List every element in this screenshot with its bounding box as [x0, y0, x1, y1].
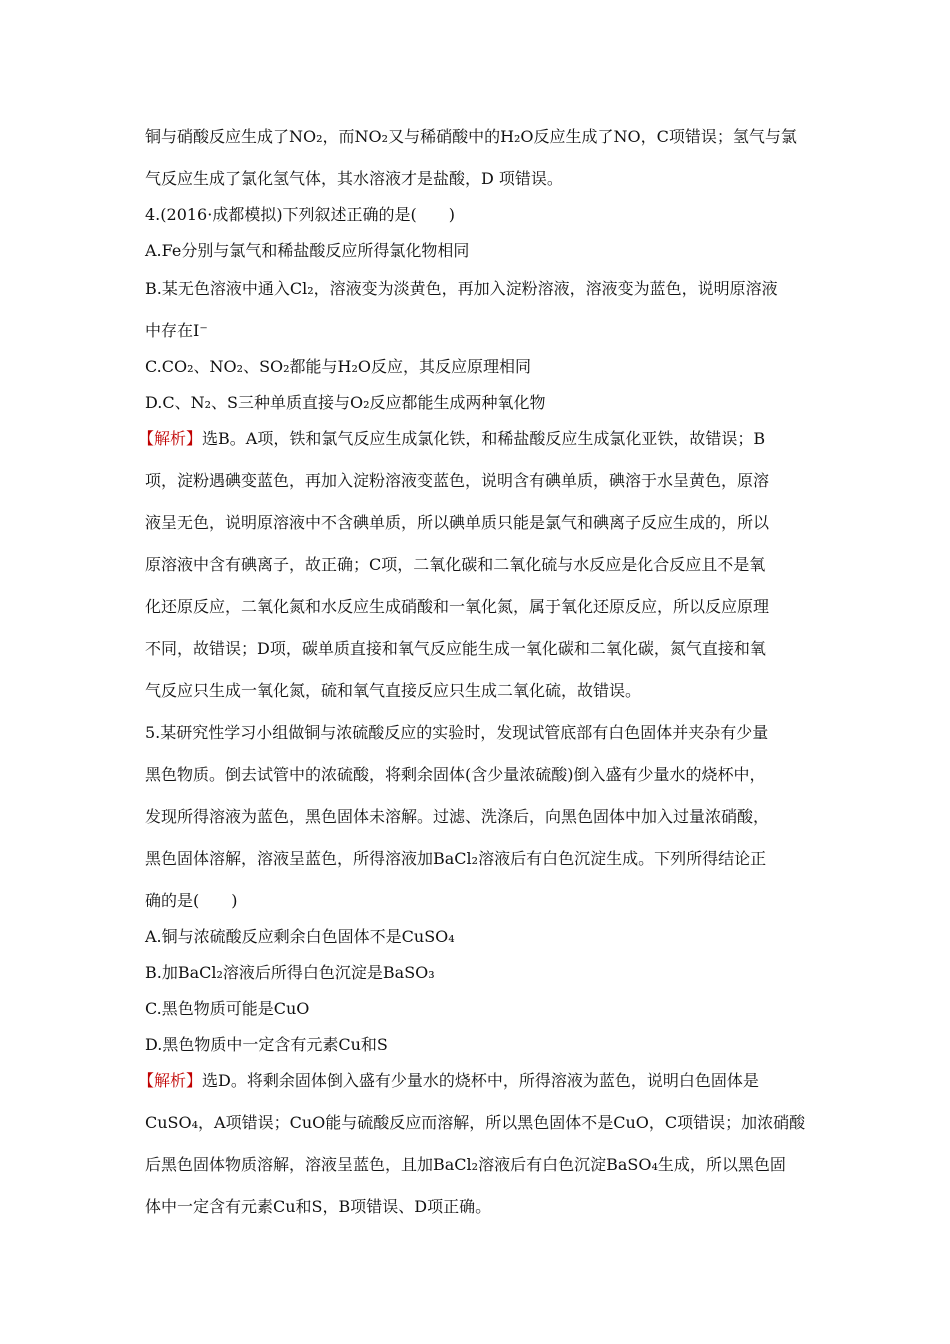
question-5-stem-line-3: 发现所得溶液为蓝色，黑色固体未溶解。过滤、洗涤后，向黑色固体中加入过量浓硝酸，: [145, 807, 770, 826]
question-4-analysis-line-4: 原溶液中含有碘离子，故正确；C项，二氧化碳和二氧化硫与水反应是化合反应且不是氧: [145, 555, 766, 574]
question-5-analysis-line-1: [138, 1070, 759, 1092]
question-4-option-b-line-2: 中存在I⁻: [145, 321, 208, 340]
question-5-option-b: B.加BaCl₂溶液后所得白色沉淀是BaSO₃: [145, 963, 435, 982]
question-5-option-d: D.黑色物质中一定含有元素Cu和S: [145, 1035, 388, 1054]
analysis-text: 选D。将剩余固体倒入盛有少量水的烧杯中，所得溶液为蓝色，说明白色固体是: [202, 1071, 759, 1090]
question-5-stem-line-5: 确的是( ): [145, 891, 238, 910]
question-4-stem: 4.(2016·成都模拟)下列叙述正确的是( ): [145, 205, 456, 224]
question-5-analysis-line-4: 体中一定含有元素Cu和S，B项错误、D项正确。: [145, 1197, 492, 1216]
question-4-option-a: A.Fe分别与氯气和稀盐酸反应所得氯化物相同: [145, 241, 470, 260]
question-5-analysis-line-2: CuSO₄，A项错误；CuO能与硫酸反应而溶解，所以黑色固体不是CuO，C项错误；加浓硝酸: [145, 1113, 806, 1132]
question-4-analysis-line-2: 项，淀粉遇碘变蓝色，再加入淀粉溶液变蓝色，说明含有碘单质，碘溶于水呈黄色，原溶: [145, 471, 770, 490]
question-4-analysis-line-3: 液呈无色，说明原溶液中不含碘单质，所以碘单质只能是氯气和碘离子反应生成的，所以: [145, 513, 770, 532]
question-5-stem-line-2: 黑色物质。倒去试管中的浓硫酸，将剩余固体(含少量浓硫酸)倒入盛有少量水的烧杯中，: [145, 765, 766, 784]
question-4-analysis-line-7: 气反应只生成一氧化氮，硫和氧气直接反应只生成二氧化硫，故错误。: [145, 681, 642, 700]
question-4-analysis-line-6: 不同，故错误；D项，碳单质直接和氧气反应能生成一氧化碳和二氧化碳，氮气直接和氧: [145, 639, 766, 658]
analysis-text: 选B。A项，铁和氯气反应生成氯化铁，和稀盐酸反应生成氯化亚铁，故错误；B: [202, 429, 766, 448]
prev-analysis-line-2: 气反应生成了氯化氢气体，其水溶液才是盐酸，D 项错误。: [145, 169, 563, 188]
question-5-stem-line-4: 黑色固体溶解，溶液呈蓝色，所得溶液加BaCl₂溶液后有白色沉淀生成。下列所得结论正: [145, 849, 767, 868]
prev-analysis-line-1: 铜与硝酸反应生成了NO₂，而NO₂又与稀硝酸中的H₂O反应生成了NO，C项错误；氢气与氯: [145, 127, 797, 146]
question-4-analysis-line-5: 化还原反应，二氧化氮和水反应生成硝酸和一氧化氮，属于氧化还原反应，所以反应原理: [145, 597, 770, 616]
analysis-tag: 【解析】: [138, 429, 203, 448]
question-4-option-b-line-1: B.某无色溶液中通入Cl₂，溶液变为淡黄色，再加入淀粉溶液，溶液变为蓝色，说明原溶液: [145, 279, 778, 298]
analysis-tag: 【解析】: [138, 1071, 203, 1090]
question-4-option-c: C.CO₂、NO₂、SO₂都能与H₂O反应，其反应原理相同: [145, 357, 532, 376]
question-5-option-c: C.黑色物质可能是CuO: [145, 999, 310, 1018]
question-5-option-a: A.铜与浓硫酸反应剩余白色固体不是CuSO₄: [145, 927, 455, 946]
question-4-option-d: D.C、N₂、S三种单质直接与O₂反应都能生成两种氧化物: [145, 393, 546, 412]
question-5-stem-line-1: 5.某研究性学习小组做铜与浓硫酸反应的实验时，发现试管底部有白色固体并夹杂有少量: [145, 723, 769, 742]
question-5-analysis-line-3: 后黑色固体物质溶解，溶液呈蓝色，且加BaCl₂溶液后有白色沉淀BaSO₄生成，所以黑色固: [145, 1155, 786, 1174]
question-4-analysis-line-1: [138, 428, 765, 450]
